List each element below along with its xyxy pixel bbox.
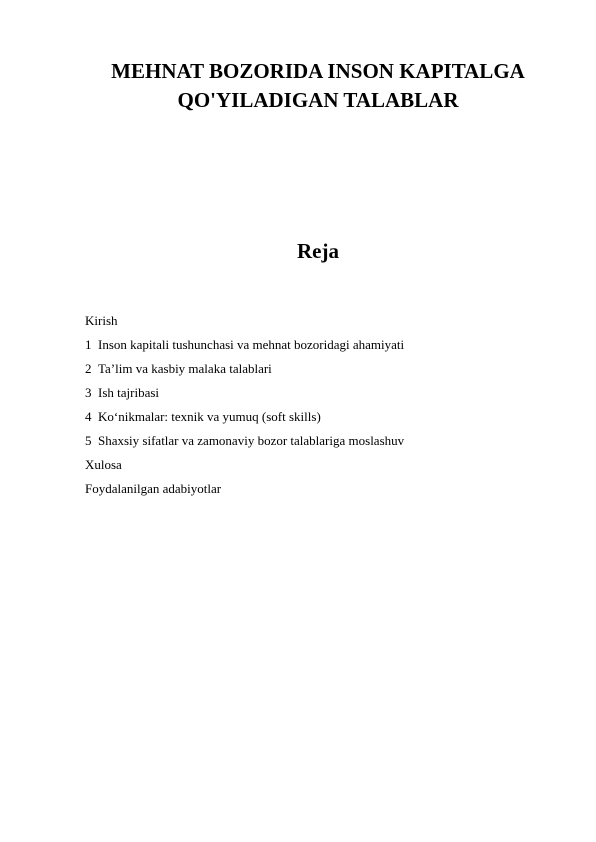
toc-item-text: Ko‘nikmalar: texnik va yumuq (soft skills): [98, 409, 321, 424]
title-line-2: QO'YILADIGAN TALABLAR: [177, 88, 459, 112]
toc-item-text: Kirish: [85, 313, 118, 328]
toc-item-number: 3: [85, 385, 92, 400]
toc-item-1: [85, 333, 545, 357]
toc-item-conclusion: [85, 453, 545, 477]
toc-item-5: [85, 429, 545, 453]
toc-item-3: [85, 381, 545, 405]
toc-item-text: Xulosa: [85, 457, 122, 472]
toc-item-text: Ta’lim va kasbiy malaka talablari: [98, 361, 272, 376]
title-line-1: MEHNAT BOZORIDA INSON KAPITALGA: [111, 59, 525, 83]
toc-item-text: Foydalanilgan adabiyotlar: [85, 481, 222, 496]
document-title: [100, 57, 536, 115]
toc-item-references: [85, 477, 545, 501]
toc-item-4: [85, 405, 545, 429]
plan-heading: Reja: [297, 239, 339, 263]
toc-item-text: Shaxsiy sifatlar va zamonaviy bozor talablariga moslashuv: [98, 433, 405, 448]
toc-item-intro: [85, 309, 545, 333]
toc-item-text: Ish tajribasi: [98, 385, 160, 400]
toc-item-number: 1: [85, 337, 92, 352]
table-of-contents: [85, 309, 545, 501]
toc-item-text: Inson kapitali tushunchasi va mehnat bozoridagi ahamiyati: [98, 337, 405, 352]
toc-item-number: 2: [85, 361, 92, 376]
toc-item-2: [85, 357, 545, 381]
toc-item-number: 4: [85, 409, 92, 424]
toc-item-number: 5: [85, 433, 92, 448]
